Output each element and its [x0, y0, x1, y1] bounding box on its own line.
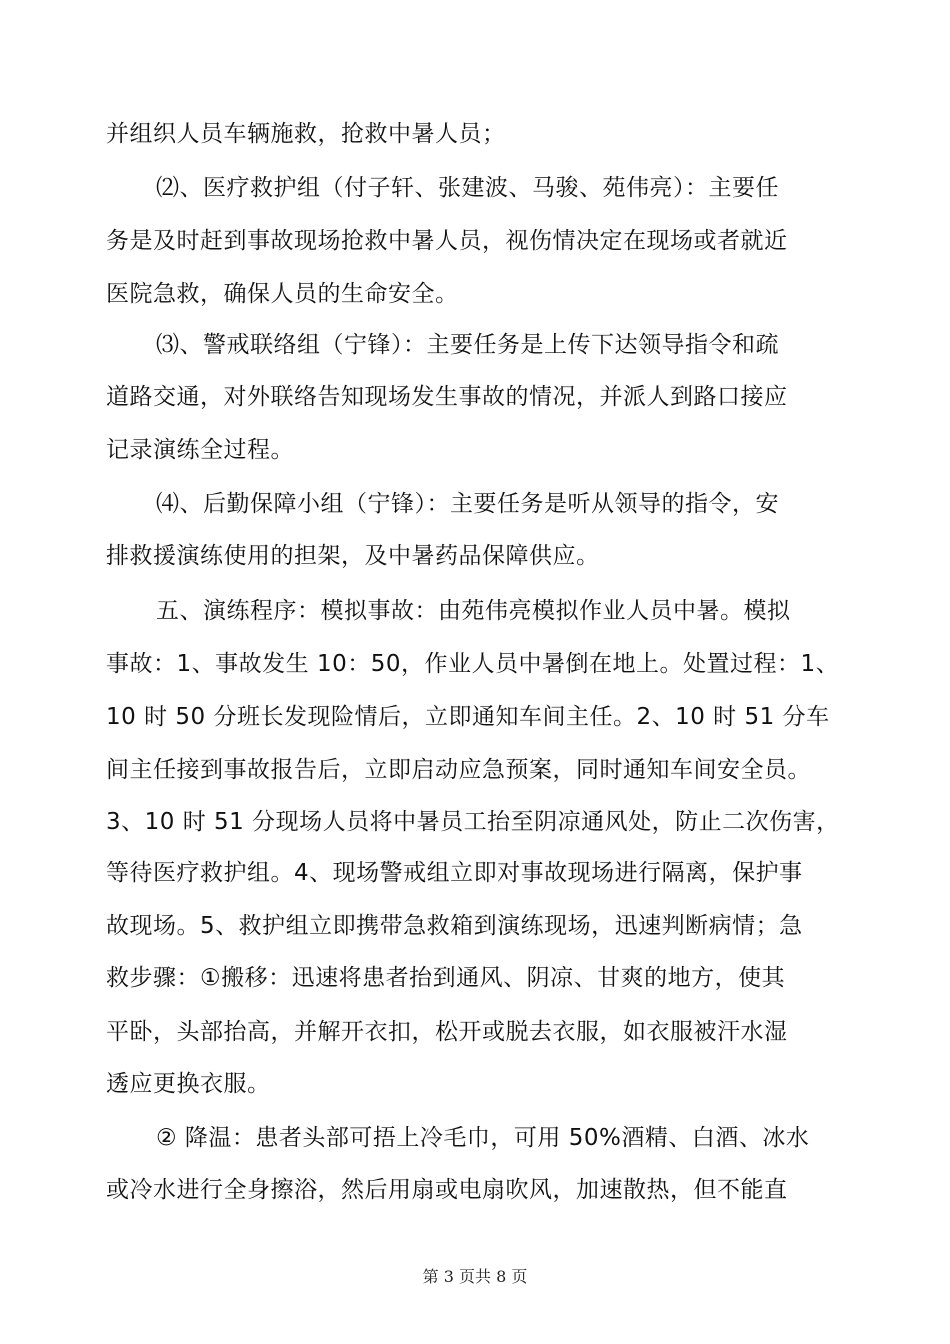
text-line: 平卧，头部抬高，并解开衣扣，松开或脱去衣服，如衣服被汗水湿 [106, 1019, 788, 1045]
text-line: ② 降温：患者头部可捂上冷毛巾，可用 50%酒精、白酒、冰水 [156, 1125, 810, 1151]
text-line: 10 时 50 分班长发现险情后，立即通知车间主任。2、10 时 51 分车 [106, 704, 830, 730]
text-line: 事故：1、事故发生 10：50，作业人员中暑倒在地上。处置过程：1、 [106, 651, 840, 677]
page-footer: 第 3 页共 8 页 [422, 1267, 528, 1286]
text-line: 道路交通，对外联络告知现场发生事故的情况，并派人到路口接应 [106, 384, 788, 410]
text-line: 或冷水进行全身擦浴，然后用扇或电扇吹风，加速散热，但不能直 [106, 1177, 788, 1203]
text-line: 并组织人员车辆施救，抢救中暑人员； [106, 121, 506, 147]
text-line: 排救援演练使用的担架，及中暑药品保障供应。 [106, 543, 600, 569]
text-line: 记录演练全过程。 [106, 437, 294, 463]
text-line: 透应更换衣服。 [106, 1071, 271, 1097]
text-line: ⑶、警戒联络组（宁锋）：主要任务是上传下达领导指令和疏 [156, 332, 779, 358]
text-line: 间主任接到事故报告后，立即启动应急预案，同时通知车间安全员。 [106, 757, 811, 783]
text-line: 故现场。5、救护组立即携带急救箱到演练现场，迅速判断病情；急 [106, 913, 803, 939]
text-line: 五、演练程序：模拟事故：由苑伟亮模拟作业人员中暑。模拟 [156, 598, 791, 624]
text-line: 救步骤：①搬移：迅速将患者抬到通风、阴凉、甘爽的地方，使其 [106, 965, 786, 991]
text-line: ⑵、医疗救护组（付子轩、张建波、马骏、苑伟亮）：主要任 [156, 175, 779, 201]
text-line: 务是及时赶到事故现场抢救中暑人员，视伤情决定在现场或者就近 [106, 228, 788, 254]
text-line: 3、10 时 51 分现场人员将中暑员工抬至阴凉通风处，防止二次伤害， [106, 809, 840, 835]
text-line: 等待医疗救护组。4、现场警戒组立即对事故现场进行隔离，保护事 [106, 860, 803, 886]
text-line: ⑷、后勤保障小组（宁锋）：主要任务是听从领导的指令，安 [156, 491, 779, 517]
text-line: 医院急救，确保人员的生命安全。 [106, 281, 459, 307]
